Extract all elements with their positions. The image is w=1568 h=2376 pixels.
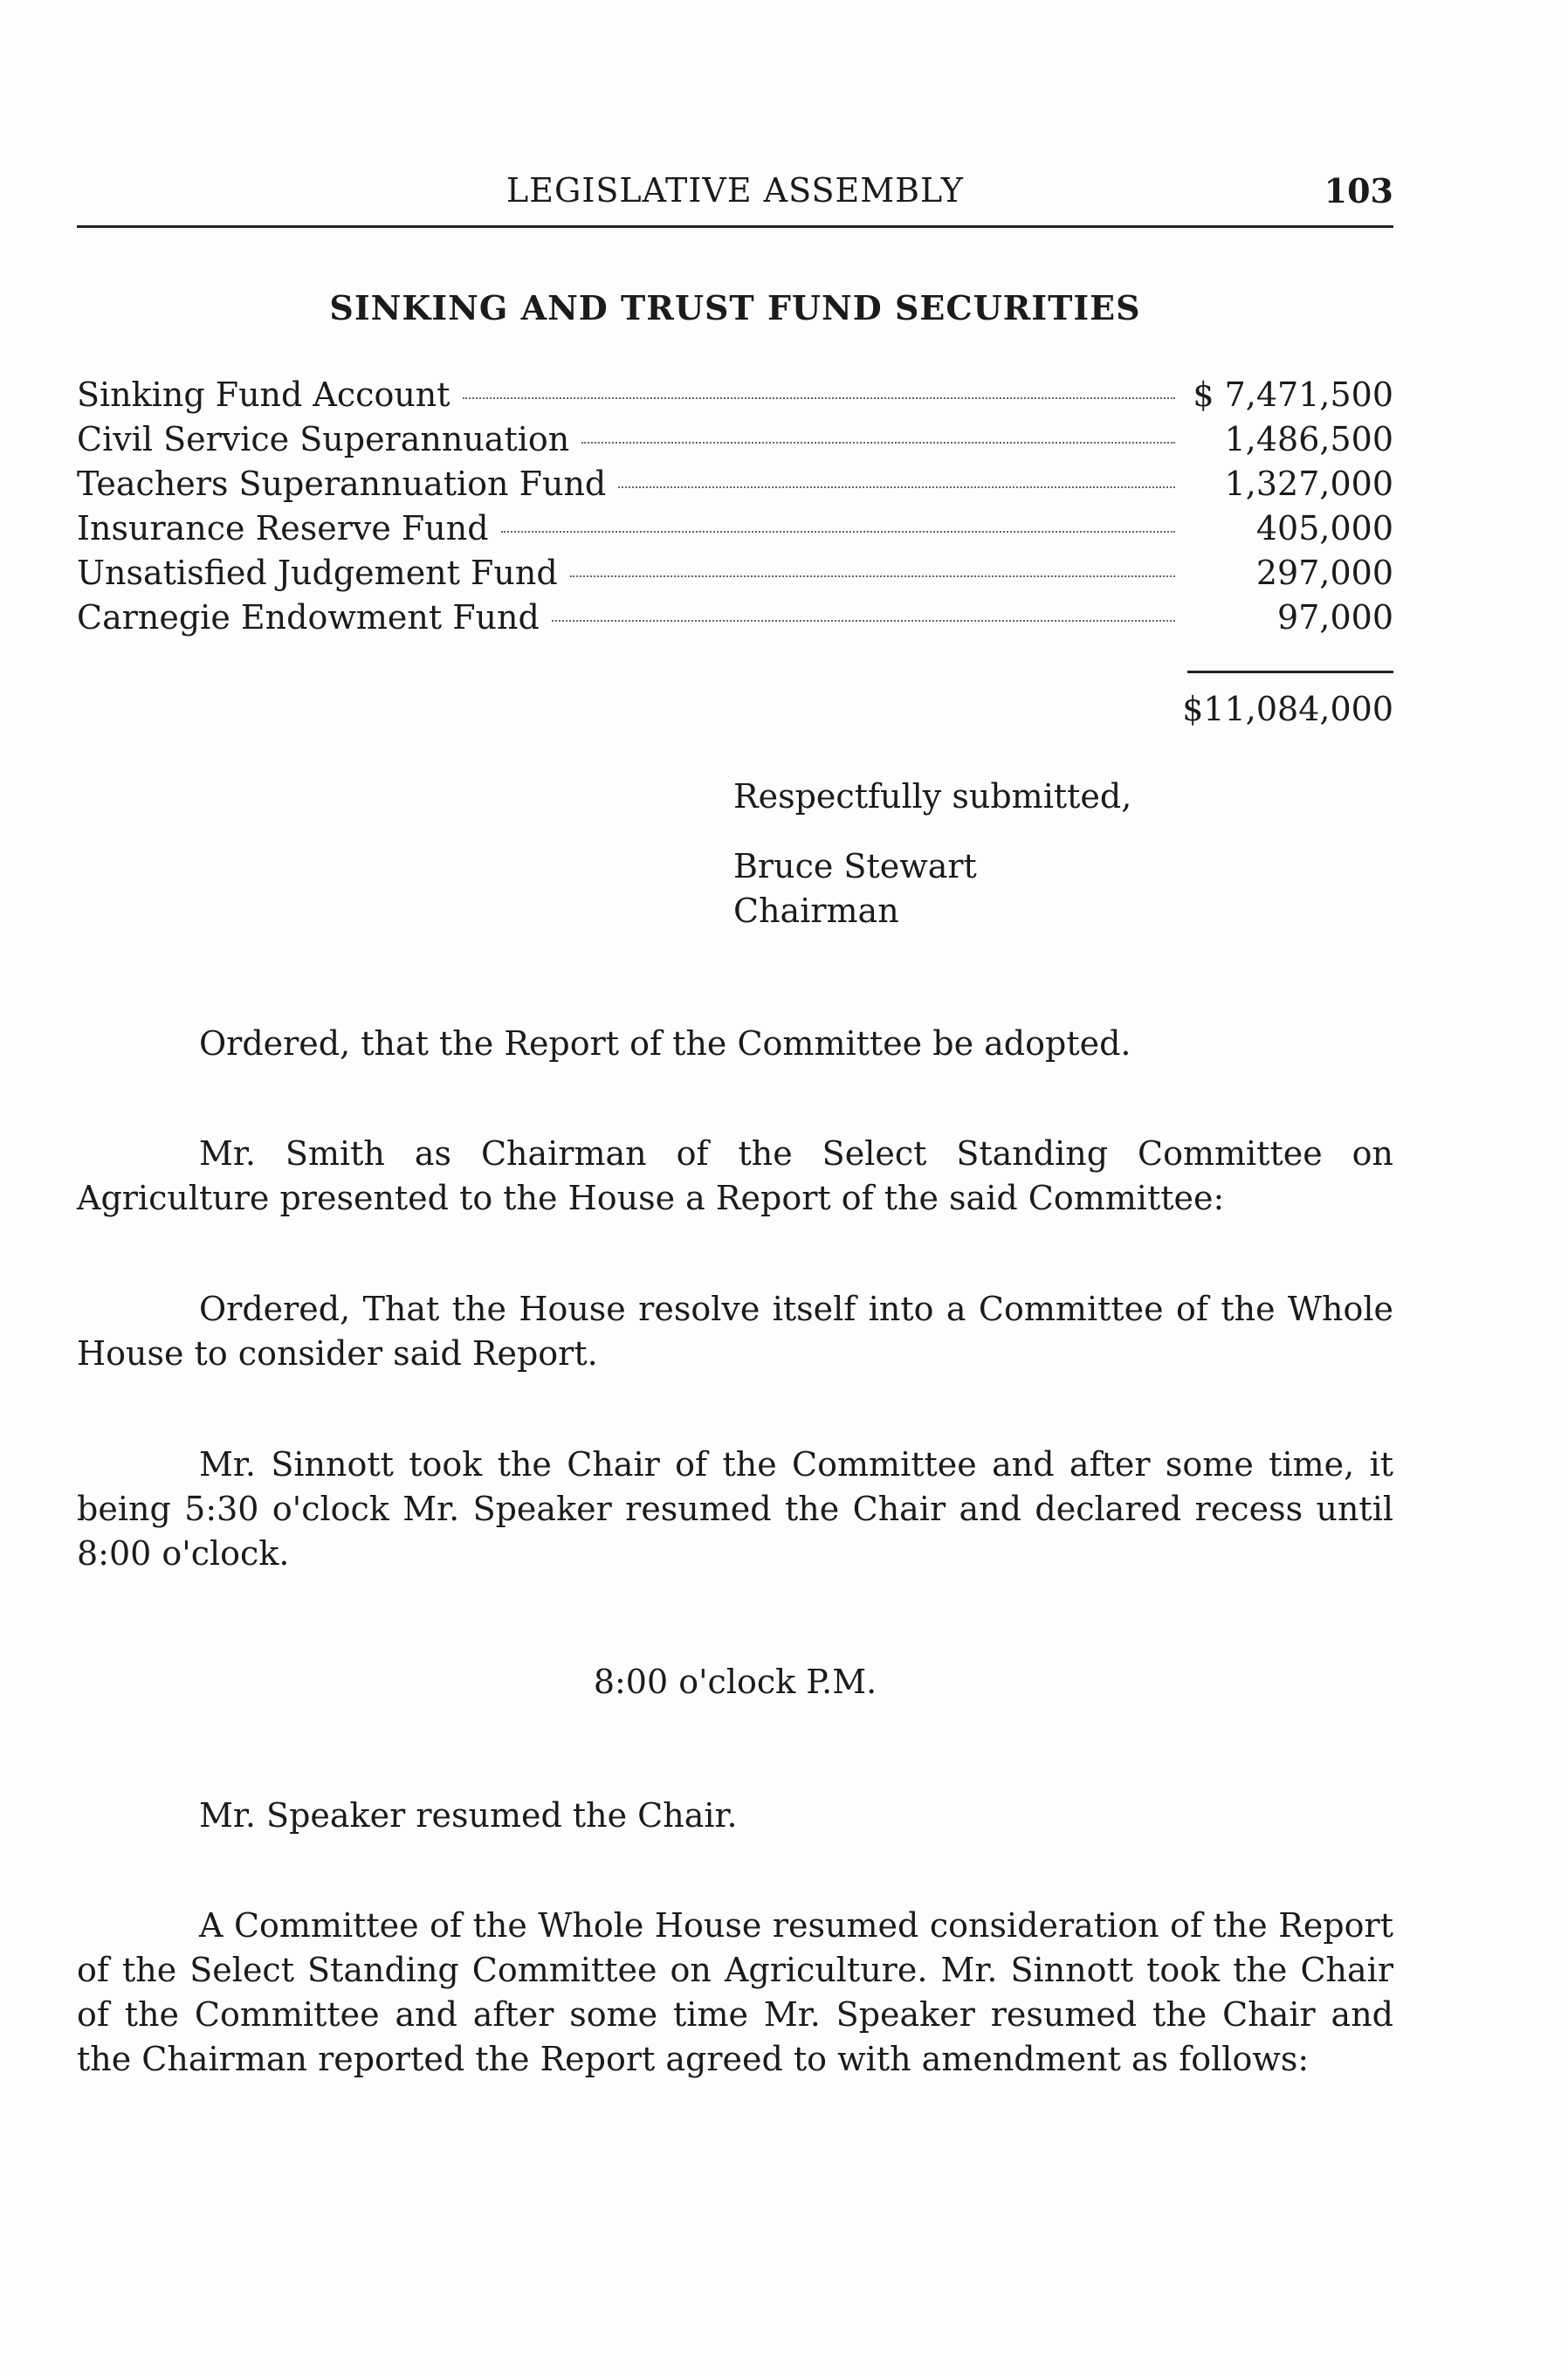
fund-amount: 1,486,500 <box>1224 420 1393 458</box>
fund-amount: 1,327,000 <box>1224 465 1393 503</box>
signature-closing: Respectfully submitted, <box>733 777 1132 816</box>
leader-dots <box>581 442 1175 444</box>
paragraph-report-adopted: Ordered, that the Report of the Committee be adopted. <box>199 1024 1131 1063</box>
fund-row <box>77 554 1393 598</box>
fund-list <box>77 375 1393 643</box>
fund-amount: $ 7,471,500 <box>1193 375 1393 414</box>
leader-dots <box>501 531 1175 533</box>
fund-name: Unsatisfied Judgement Fund <box>77 554 558 592</box>
fund-name: Carnegie Endowment Fund <box>77 598 540 637</box>
total-rule <box>1187 671 1393 673</box>
fund-name: Insurance Reserve Fund <box>77 509 489 548</box>
section-title: SINKING AND TRUST FUND SECURITIES <box>329 288 1141 327</box>
fund-amount: 405,000 <box>1255 509 1393 548</box>
paragraph-recess: Mr. Sinnott took the Chair of the Committee and after some time, it being 5:30 o'clock Mr. Speaker resumed the Chair and declared recess until 8:00 o'clock. <box>77 1445 1393 1573</box>
time-heading: 8:00 o'clock P.M. <box>593 1663 877 1701</box>
fund-row <box>77 465 1393 509</box>
paragraph-committee-resolve: Ordered, That the House resolve itself into a Committee of the Whole House to consider said Report. <box>77 1290 1393 1373</box>
leader-dots <box>618 486 1175 488</box>
header-title: LEGISLATIVE ASSEMBLY <box>506 171 964 210</box>
leader-dots <box>552 620 1175 622</box>
paragraph-agriculture-report: Mr. Smith as Chairman of the Select Standing Committee on Agriculture presented to the House a Report of the said Committee: <box>77 1134 1393 1217</box>
fund-row <box>77 509 1393 554</box>
leader-dots <box>463 397 1175 399</box>
signature-title: Chairman <box>733 892 899 930</box>
fund-row <box>77 598 1393 643</box>
fund-name: Civil Service Superannuation <box>77 420 570 458</box>
leader-dots <box>570 575 1175 577</box>
header-rule <box>77 225 1393 228</box>
fund-row <box>77 375 1393 420</box>
fund-amount: 297,000 <box>1255 554 1393 592</box>
fund-amount: 97,000 <box>1277 598 1393 637</box>
signature-name: Bruce Stewart <box>733 847 977 885</box>
fund-total: $11,084,000 <box>1182 690 1393 728</box>
running-header <box>77 171 1393 224</box>
paragraph-committee-of-whole: A Committee of the Whole House resumed consideration of the Report of the Select Standing Committee on Agriculture. Mr. Sinnott took the Chair of the Committee and after some time Mr. Speaker resumed the Chair and the Chairman reported the Report agreed to with amendment as follows: <box>77 1906 1393 2078</box>
fund-name: Sinking Fund Account <box>77 375 450 414</box>
page-number: 103 <box>1324 171 1393 210</box>
fund-row <box>77 420 1393 465</box>
fund-name: Teachers Superannuation Fund <box>77 465 607 503</box>
paragraph-speaker-resumed: Mr. Speaker resumed the Chair. <box>199 1796 738 1835</box>
